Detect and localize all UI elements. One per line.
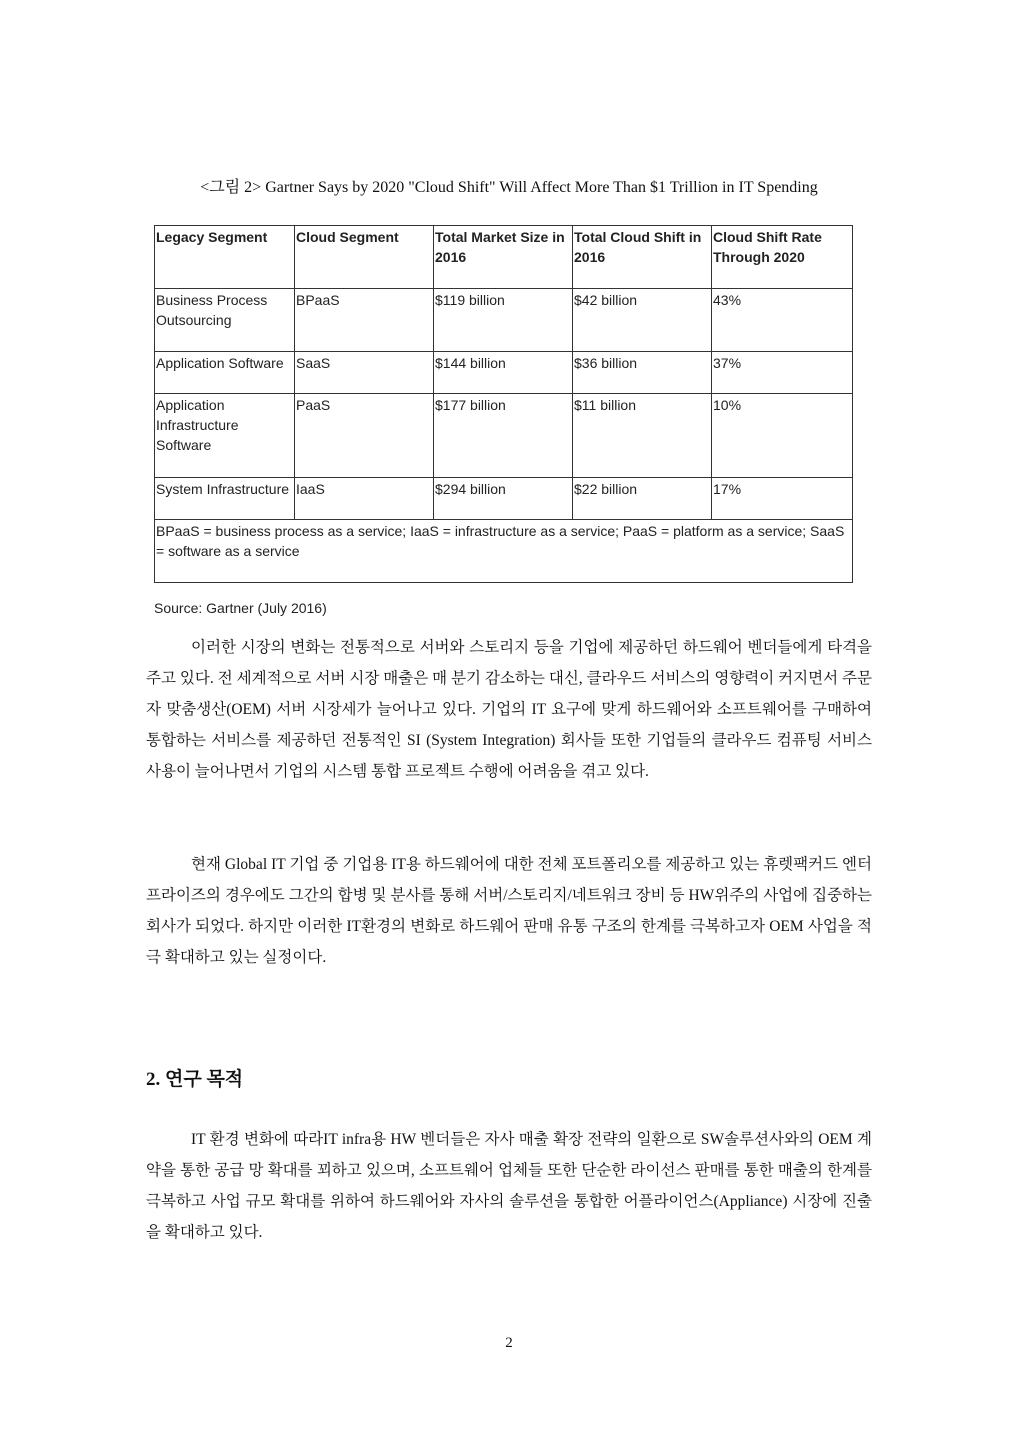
table-cell: $11 billion — [573, 394, 712, 478]
header-cell: Legacy Segment — [155, 226, 295, 289]
table-footnote-row — [155, 520, 853, 583]
header-cell: Cloud Segment — [295, 226, 434, 289]
table-cell: Application Infrastructure Software — [155, 394, 295, 478]
table-cell: $294 billion — [434, 478, 573, 520]
table-header-row — [155, 226, 853, 289]
table-cell: IaaS — [295, 478, 434, 520]
table-row — [155, 289, 853, 352]
table-cell: $42 billion — [573, 289, 712, 352]
table-row — [155, 394, 853, 478]
table-row — [155, 478, 853, 520]
cloud-shift-table — [154, 225, 853, 583]
table-cell: Application Software — [155, 352, 295, 394]
paragraph-3: IT 환경 변화에 따라IT infra용 HW 벤더들은 자사 매출 확장 전략의 일환으로 SW솔루션사와의 OEM 계약을 통한 공급 망 확대를 꾀하고 있으며, 소프트웨어 업체들 또한 단순한 라이선스 판매를 통한 매출의 한계를 극복하고 사업 규모 확대를 위하여 하드웨어와 자사의 솔루션을 통합한 어플라이언스(Appliance) 시장에 진출을 확대하고 있다. — [146, 1131, 872, 1241]
table-footnote: BPaaS = business process as a service; IaaS = infrastructure as a service; PaaS = platform as a service; SaaS = software as a service — [155, 520, 853, 583]
table-cell: 43% — [712, 289, 853, 352]
table-cell: 10% — [712, 394, 853, 478]
table-cell: $22 billion — [573, 478, 712, 520]
table-cell: SaaS — [295, 352, 434, 394]
table-cell: Business Process Outsourcing — [155, 289, 295, 352]
table-cell: PaaS — [295, 394, 434, 478]
table-cell: System Infrastructure — [155, 478, 295, 520]
table-cell: BPaaS — [295, 289, 434, 352]
header-cell: Cloud Shift Rate Through 2020 — [712, 226, 853, 289]
table-cell: $144 billion — [434, 352, 573, 394]
page-number: 2 — [505, 1335, 513, 1351]
table-cell: $36 billion — [573, 352, 712, 394]
table-cell: 17% — [712, 478, 853, 520]
table-cell: $119 billion — [434, 289, 573, 352]
paragraph-2: 현재 Global IT 기업 중 기업용 IT용 하드웨어에 대한 전체 포트폴리오를 제공하고 있는 휴렛팩커드 엔터프라이즈의 경우에도 그간의 합병 및 분사를 통해 서버/스토리지/네트워크 장비 등 HW위주의 사업에 집중하는 회사가 되었다. 하지만 이러한 IT환경의 변화로 하드웨어 판매 유통 구조의 한계를 극복하고자 OEM 사업을 적극 확대하고 있는 실정이다. — [146, 856, 872, 966]
section-heading: 2. 연구 목적 — [146, 1069, 244, 1090]
table-row — [155, 352, 853, 394]
header-cell: Total Market Size in 2016 — [434, 226, 573, 289]
table-cell: $177 billion — [434, 394, 573, 478]
table-cell: 37% — [712, 352, 853, 394]
paragraph-1: 이러한 시장의 변화는 전통적으로 서버와 스토리지 등을 기업에 제공하던 하드웨어 벤더들에게 타격을 주고 있다. 전 세계적으로 서버 시장 매출은 매 분기 감소하는 대신, 클라우드 서비스의 영향력이 커지면서 주문자 맞춤생산(OEM) 서버 시장세가 늘어나고 있다. 기업의 IT 요구에 맞게 하드웨어와 소프트웨어를 구매하여 통합하는 서비스를 제공하던 전통적인 SI (System Integration) 회사들 또한 기업들의 클라우드 컴퓨팅 서비스 사용이 늘어나면서 기업의 시스템 통합 프로젝트 수행에 어려움을 겪고 있다. — [146, 639, 872, 780]
source-note: Source: Gartner (July 2016) — [154, 600, 327, 616]
header-cell: Total Cloud Shift in 2016 — [573, 226, 712, 289]
figure-caption: <그림 2> Gartner Says by 2020 "Cloud Shift" Will Affect More Than $1 Trillion in IT Spending — [200, 179, 818, 196]
